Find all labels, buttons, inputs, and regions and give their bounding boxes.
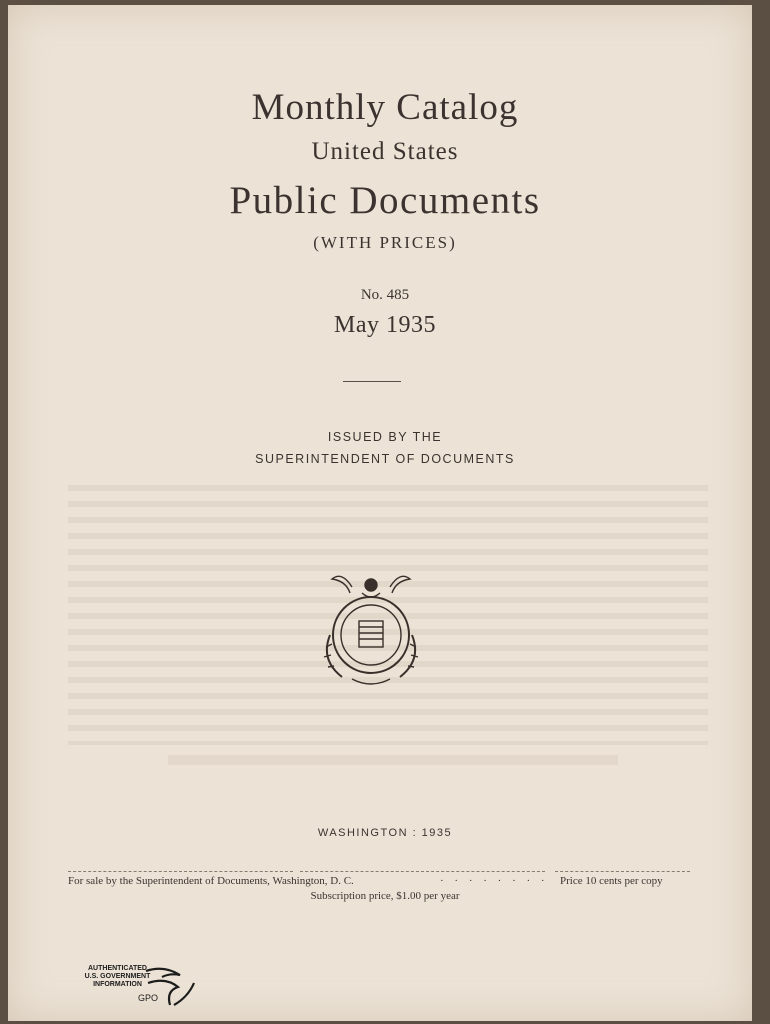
with-prices-label: (WITH PRICES) — [313, 233, 457, 252]
subscription-price: Subscription price, $1.00 per year — [310, 890, 460, 902]
catalog-subtitle: United States — [311, 138, 459, 165]
catalog-heading: Public Documents — [229, 179, 541, 222]
issuer-line: SUPERINTENDENT OF DOCUMENTS — [255, 452, 515, 466]
footer-rule-right — [555, 871, 690, 873]
leader-dots: · · · · · · · · — [440, 875, 549, 887]
issue-date: May 1935 — [334, 312, 436, 338]
footer-rule-left — [68, 871, 293, 873]
divider-rule — [343, 381, 401, 382]
footer-rule-middle — [300, 871, 545, 873]
gpo-authentication-logo — [70, 965, 200, 1015]
gpo-logo-line3: INFORMATION — [93, 981, 142, 988]
eagle-swoosh-icon — [140, 965, 200, 1013]
gpo-logo-line1: AUTHENTICATED — [88, 965, 147, 972]
bleed-through-line — [168, 755, 618, 765]
gpo-name: GPO — [138, 993, 159, 1003]
catalog-title: Monthly Catalog — [251, 87, 519, 128]
sale-notice: For sale by the Superintendent of Documents, Washington, D. C. — [68, 875, 354, 887]
issue-number: No. 485 — [360, 287, 410, 303]
price-per-copy: Price 10 cents per copy — [560, 875, 663, 887]
publication-place-year: WASHINGTON : 1935 — [317, 827, 453, 839]
issued-by-line: ISSUED BY THE — [327, 430, 443, 444]
superintendent-seal-icon — [312, 565, 430, 693]
gpo-logo-line2: U.S. GOVERNMENT — [84, 973, 151, 980]
